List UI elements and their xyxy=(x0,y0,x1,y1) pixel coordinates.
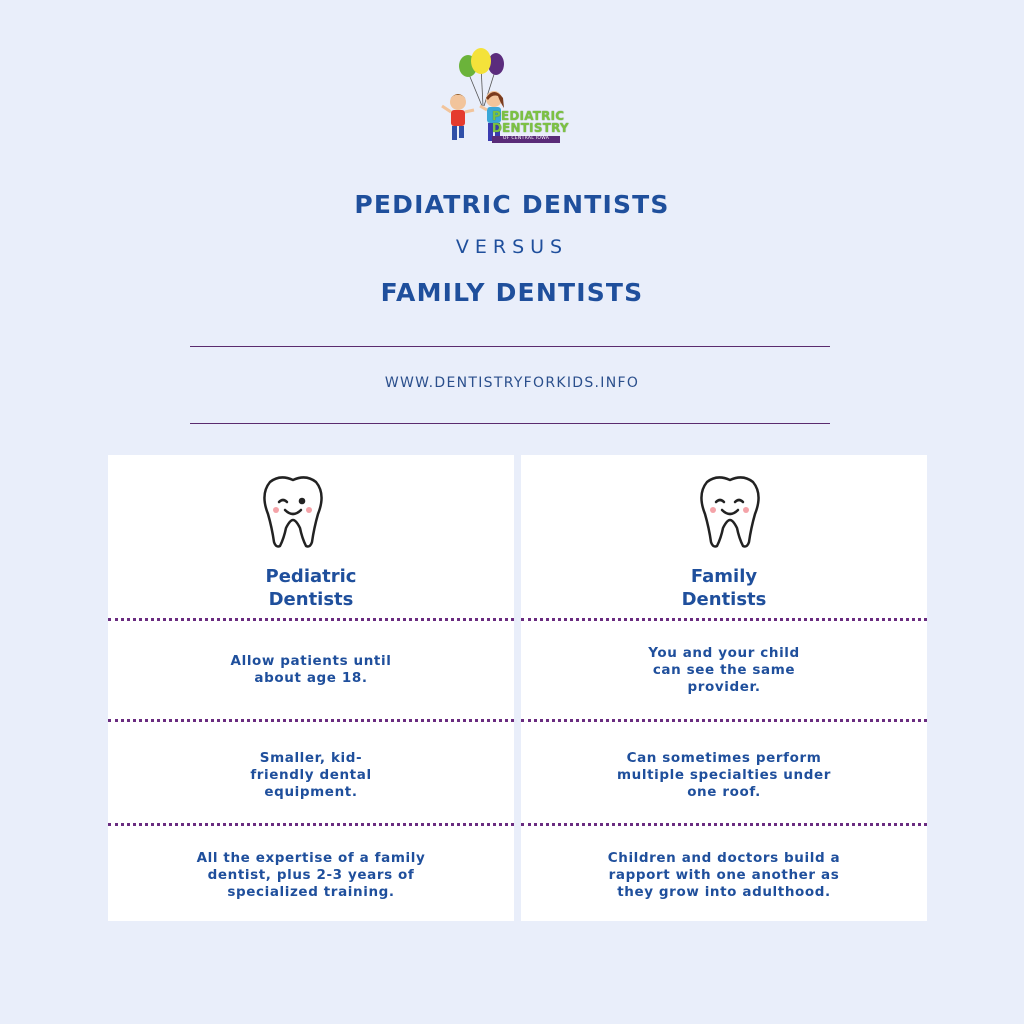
website-url[interactable]: WWW.DENTISTRYFORKIDS.INFO xyxy=(384,375,640,391)
logo-line-3: OF CENTRAL IOWA xyxy=(492,136,560,143)
top-divider xyxy=(190,346,830,347)
row-divider xyxy=(108,719,514,722)
pediatric-row-3: All the expertise of a family dentist, plus 2-3 years of specialized training. xyxy=(196,850,426,900)
pediatric-column-heading: Pediatric Dentists xyxy=(265,566,357,610)
title-family-dentists: FAMILY DENTISTS xyxy=(380,278,644,307)
winking-tooth-icon xyxy=(258,472,328,550)
pediatric-dentistry-logo xyxy=(436,44,588,156)
family-column-heading: Family Dentists xyxy=(681,566,767,610)
family-row-2: Can sometimes perform multiple specialties under one roof. xyxy=(616,750,832,800)
bottom-divider xyxy=(190,423,830,424)
logo-line-2: DENTISTRY xyxy=(492,121,569,135)
pediatric-row-2: Smaller, kid- friendly dental equipment. xyxy=(250,750,372,800)
row-divider xyxy=(108,618,514,621)
pediatric-dentists-card xyxy=(108,455,514,921)
row-divider xyxy=(108,823,514,826)
pediatric-row-1: Allow patients until about age 18. xyxy=(230,653,392,686)
logo-wordmark xyxy=(492,110,569,143)
row-divider xyxy=(521,719,927,722)
family-dentists-card xyxy=(521,455,927,921)
row-divider xyxy=(521,618,927,621)
versus-label: VERSUS xyxy=(455,236,569,258)
title-pediatric-dentists: PEDIATRIC DENTISTS xyxy=(354,190,670,219)
row-divider xyxy=(521,823,927,826)
smiling-tooth-icon xyxy=(695,472,765,550)
family-row-1: You and your child can see the same provider. xyxy=(648,645,800,695)
logo-line-1: PEDIATRIC xyxy=(492,109,565,123)
family-row-3: Children and doctors build a rapport with one another as they grow into adulthood. xyxy=(607,850,841,900)
